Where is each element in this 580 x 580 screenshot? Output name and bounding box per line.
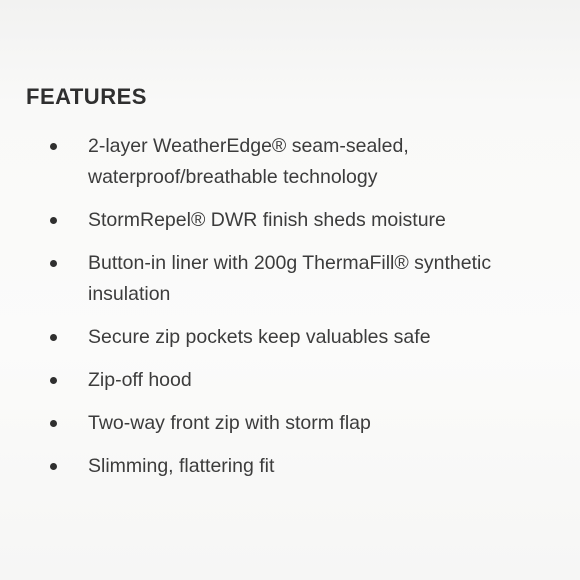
list-item xyxy=(0,322,570,353)
list-item xyxy=(0,451,570,482)
feature-text: Button-in liner with 200g ThermaFill® synthetic insulation xyxy=(88,252,492,305)
bullet-icon xyxy=(50,420,57,427)
bullet-icon xyxy=(50,377,57,384)
feature-text: StormRepel® DWR finish sheds moisture xyxy=(88,209,446,231)
feature-text: 2-layer WeatherEdge® seam-sealed, waterproof/breathable technology xyxy=(88,135,409,188)
feature-text: Zip-off hood xyxy=(88,369,192,391)
feature-text: Slimming, flattering fit xyxy=(88,455,275,477)
bullet-icon xyxy=(50,463,57,470)
feature-text: Secure zip pockets keep valuables safe xyxy=(88,326,431,348)
feature-text: Two-way front zip with storm flap xyxy=(88,412,371,434)
bullet-icon xyxy=(50,217,57,224)
list-item xyxy=(0,131,570,193)
features-heading: FEATURES xyxy=(26,84,147,109)
bullet-icon xyxy=(50,334,57,341)
list-item xyxy=(0,248,570,310)
list-item xyxy=(0,365,570,396)
bullet-icon xyxy=(50,143,57,150)
features-list xyxy=(0,131,570,494)
list-item xyxy=(0,205,570,236)
bullet-icon xyxy=(50,260,57,267)
list-item xyxy=(0,408,570,439)
